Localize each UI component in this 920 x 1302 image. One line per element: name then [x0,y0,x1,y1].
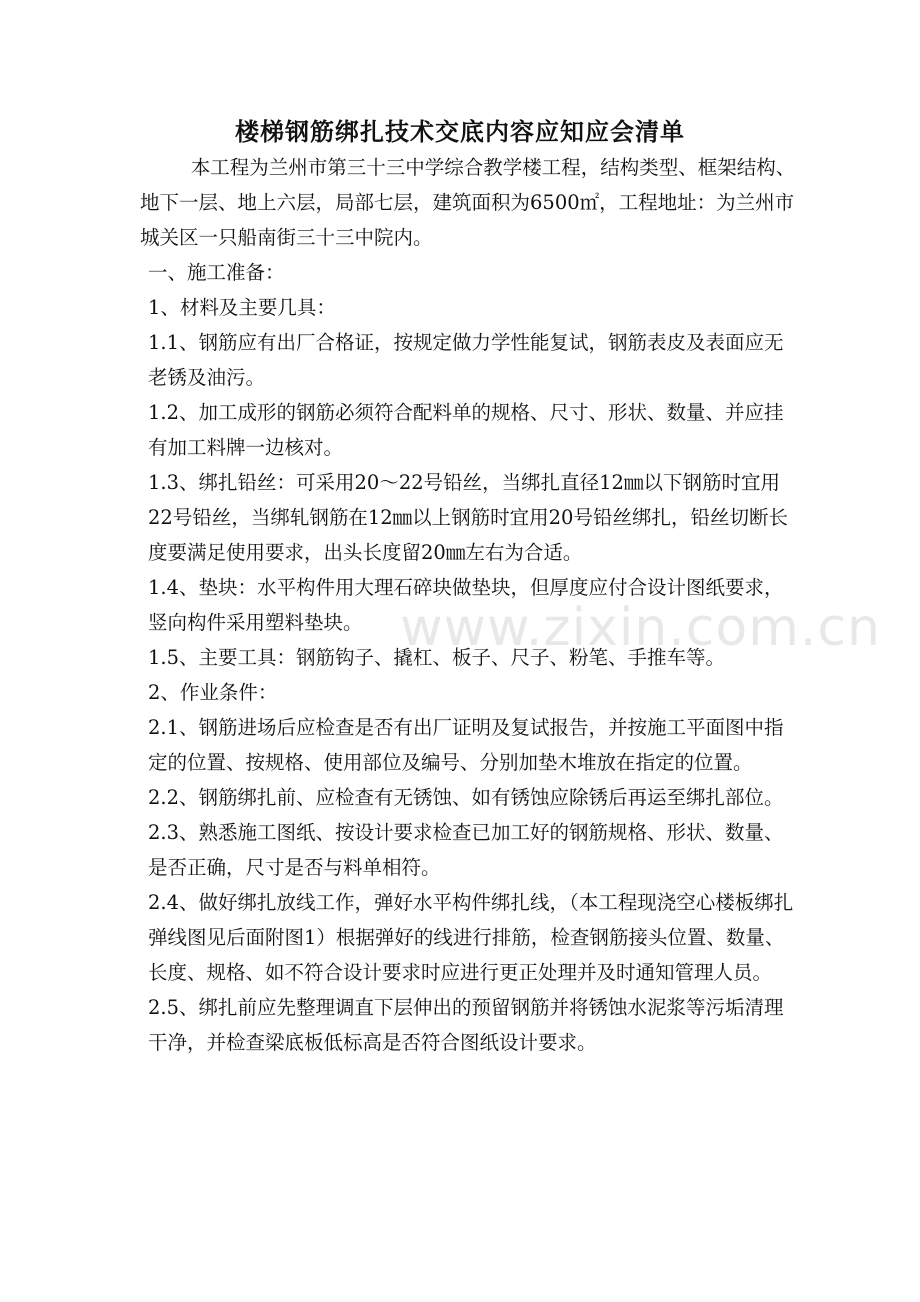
document-body [140,150,800,1060]
item-2-4: 2.4、做好绑扎放线工作，弹好水平构件绑扎线，（本工程现浇空心楼板绑扎弹线图见后面附图1）根据弹好的线进行排筋，检查钢筋接头位置、数量、长度、规格、如不符合设计要求时应进行更正处理并及时通知管理人员。 [148,891,794,984]
item-2-2: 2.2、钢筋绑扎前、应检查有无锈蚀、如有锈蚀应除锈后再运至绑扎部位。 [148,786,784,809]
item-1-5: 1.5、主要工具：钢筋钩子、撬杠、板子、尺子、粉笔、手推车等。 [148,646,726,669]
item-2-1: 2.1、钢筋进场后应检查是否有出厂证明及复试报告，并按施工平面图中指定的位置、按规格、使用部位及编号、分别加垫木堆放在指定的位置。 [148,716,784,774]
subsection-heading-conditions: 2、作业条件： [148,681,278,704]
item-2-3: 2.3、熟悉施工图纸、按设计要求检查已加工好的钢筋规格、形状、数量、是否正确，尺寸是否与料单相符。 [148,821,784,879]
item-1-3: 1.3、绑扎铅丝：可采用20～22号铅丝，当绑扎直径12㎜以下钢筋时宜用22号铅丝，当绑轧钢筋在12㎜以上钢筋时宜用20号铅丝绑扎，铅丝切断长度要满足使用要求，出头长度留20㎜左右为合适。 [148,471,788,564]
item-1-4: 1.4、垫块：水平构件用大理石碎块做垫块，但厚度应付合设计图纸要求，竖向构件采用塑料垫块。 [148,576,784,634]
item-1-2: 1.2、加工成形的钢筋必须符合配料单的规格、尺寸、形状、数量、并应挂有加工料牌一边核对。 [148,401,784,459]
section-heading-preparation: 一、施工准备： [148,261,285,284]
watermark: www.zixin.com.cn [400,598,881,658]
item-2-5: 2.5、绑扎前应先整理调直下层伸出的预留钢筋并将锈蚀水泥浆等污垢清理干净，并检查梁底板低标高是否符合图纸设计要求。 [148,996,784,1054]
document-title: 楼梯钢筋绑扎技术交底内容应知应会清单 [235,118,685,146]
subsection-heading-materials: 1、材料及主要几具： [148,296,336,319]
intro-paragraph: 本工程为兰州市第三十三中学综合教学楼工程，结构类型、框架结构、地下一层、地上六层，局部七层，建筑面积为6500㎡，工程地址：为兰州市城关区一只船南街三十三中院内。 [140,156,796,249]
item-1-1: 1.1、钢筋应有出厂合格证，按规定做力学性能复试，钢筋表皮及表面应无老锈及油污。 [148,331,784,389]
